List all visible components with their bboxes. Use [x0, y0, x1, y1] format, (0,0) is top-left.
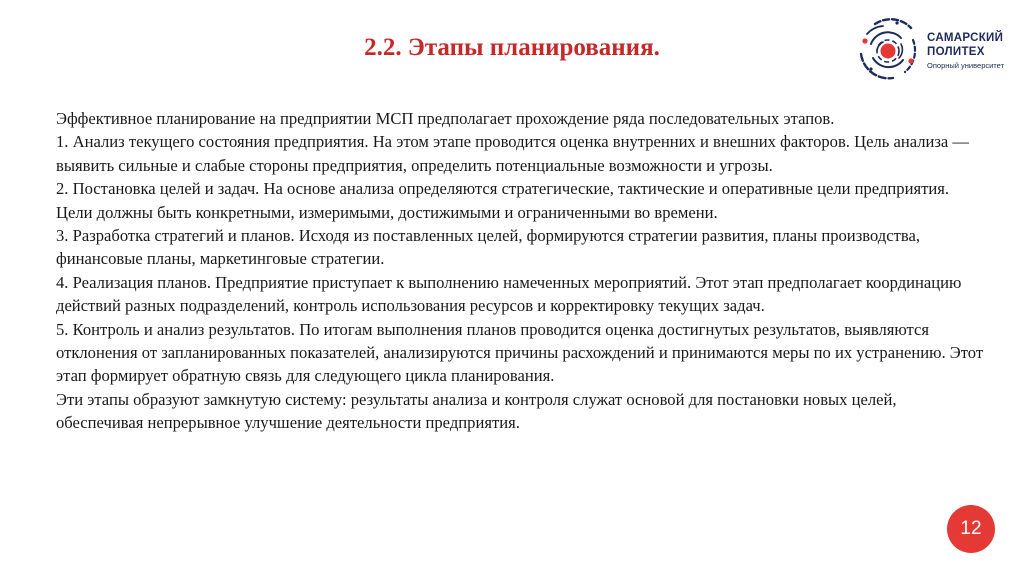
- logo-tagline: Опорный университет: [927, 61, 1005, 70]
- paragraph-step-2: 2. Постановка целей и задач. На основе анализа определяются стратегические, тактические и оперативные цели предприятия. Цели должны быть конкретными, измеримыми, достижимыми и ограниченными во времени.: [56, 179, 949, 222]
- paragraph-conclusion: Эти этапы образуют замкнутую систему: результаты анализа и контроля служат основой для постановки новых целей, обеспечивая непрерывное улучшение деятельности предприятия.: [56, 389, 897, 433]
- logo-text-line2: ПОЛИТЕХ: [927, 46, 985, 58]
- paragraph-step-5: 5. Контроль и анализ результатов. По итогам выполнения планов проводится оценка достигнутых результатов, выявляются отклонения от запланированных показателей, анализируются причины расхождений и принимаются меры по их устранению. Этот этап формирует обратную связь для следующего цикла планирования.: [56, 319, 984, 386]
- paragraph-step-1: 1. Анализ текущего состояния предприятия. На этом этапе проводится оценка внутренних и внешних факторов. Цель анализа — выявить сильные и слабые стороны предприятия, определить потенциальные возможности и угрозы.: [56, 132, 970, 175]
- page-number-badge: 12: [947, 505, 995, 553]
- slide-title: 2.2. Этапы планирования.: [364, 34, 660, 61]
- logo-emblem-icon: [853, 14, 925, 84]
- paragraph-step-4: 4. Реализация планов. Предприятие приступает к выполнению намеченных мероприятий. Этот этап предполагает координацию действий разных подразделений, контроль использования ресурсов и корректировку текущих задач.: [56, 272, 962, 316]
- logo-text-line1: САМАРСКИЙ: [927, 32, 1004, 44]
- paragraph-step-3: 3. Разработка стратегий и планов. Исходя из поставленных целей, формируются стратегии развития, планы производства, финансовые планы, маркетинговые стратегии.: [56, 226, 920, 269]
- paragraph-intro: Эффективное планирование на предприятии МСП предполагает прохождение ряда последовательных этапов.: [56, 109, 835, 128]
- body-text: [56, 107, 986, 435]
- university-logo: [853, 14, 1013, 84]
